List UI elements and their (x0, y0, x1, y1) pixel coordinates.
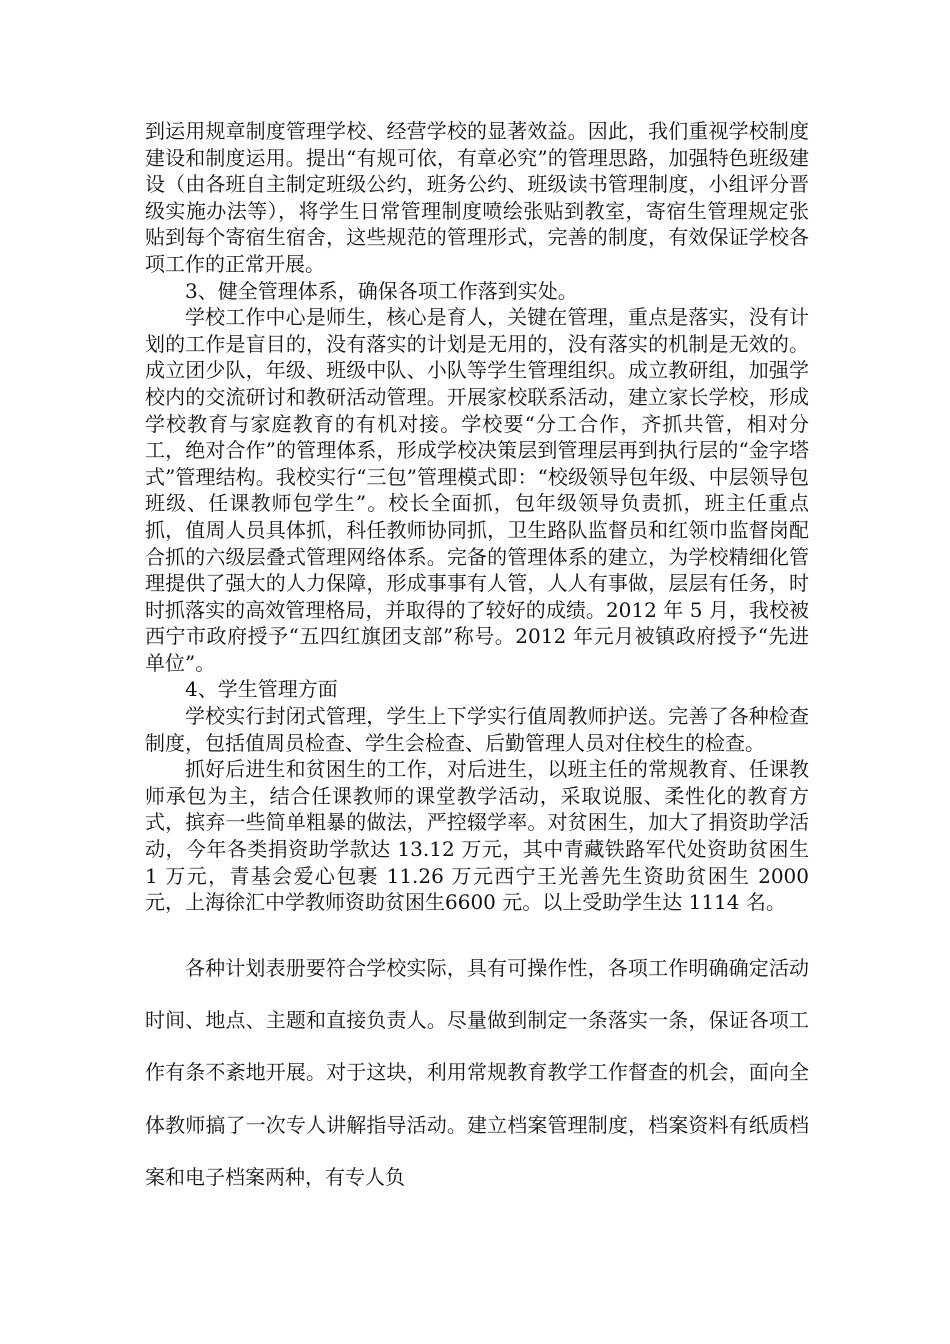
paragraph-plans-archives: 各种计划表册要符合学校实际，具有可操作性，各项工作明确确定活动时间、地点、主题和直接负责人。尽量做到制定一条落实一条，保证各项工作有条不紊地开展。对于这块，利用常规教育教学工作督查的机会，面向全体教师搞了一次专人讲解指导活动。建立档案管理制度，档案资料有纸质档案和电子档案两种，有专人负 (145, 955, 809, 1189)
document-body-spaced (145, 942, 809, 1203)
document-page (145, 118, 809, 1203)
paragraph-poor-students: 抓好后进生和贫困生的工作，对后进生，以班主任的常规教育、任课教师承包为主，结合任课教师的课堂教学活动，采取说服、柔性化的教育方式，摈弃一些简单粗暴的做法，严控辍学率。对贫困生，加大了捐资助学活动，今年各类捐资助学款达 13.12 万元，其中青藏铁路军代处资助贫困生 1 万元，青基会爱心包裹 11.26 万元西宁王光善先生资助贫困生 2000 元，上海徐汇中学教师资助贫困生6600 元。以上受助学生达 1114 名。 (145, 757, 809, 915)
paragraph-rules-system: 到运用规章制度管理学校、经营学校的显著效益。因此，我们重视学校制度建设和制度运用。提出“有规可依，有章必究”的管理思路，加强特色班级建设（由各班自主制定班级公约，班务公约、班级读书管理制度，小组评分晋级实施办法等），将学生日常管理制度喷绘张贴到教室，寄宿生管理规定张贴到每个寄宿生宿舍，这些规范的管理形式，完善的制度，有效保证学校各项工作的正常开展。 (145, 119, 809, 276)
paragraph-closed-management: 学校实行封闭式管理，学生上下学实行值周教师护送。完善了各种检查制度，包括值周员检查、学生会检查、后勤管理人员对住校生的检查。 (145, 704, 809, 755)
paragraph-management-system: 学校工作中心是师生，核心是育人，关键在管理，重点是落实，没有计划的工作是盲目的，没有落实的计划是无用的，没有落实的机制是无效的。成立团少队，年级、班级中队、小队等学生管理组织。成立教研组，加强学校内的交流研讨和教研活动管理。开展家校联系活动，建立家长学校，形成学校教育与家庭教育的有机对接。学校要“分工合作，齐抓共管，相对分工，绝对合作”的管理体系，形成学校决策层到管理层再到执行层的“金字塔式”管理结构。我校实行“三包”管理模式即：“校级领导包年级、中层领导包班级、任课教师包学生”。校长全面抓，包年级领导负责抓，班主任重点抓，值周人员具体抓，科任教师协同抓，卫生路队监督员和红领巾监督岗配合抓的六级层叠式管理网络体系。完备的管理体系的建立，为学校精细化管理提供了强大的人力保障，形成事事有人管，人人有事做，层层有任务，时时抓落实的高效管理格局，并取得的了较好的成绩。2012 年 5 月，我校被西宁市政府授予“五四红旗团支部”称号。2012 年元月被镇政府授予“先进单位”。 (145, 305, 809, 675)
heading-management-system: 3、健全管理体系，确保各项工作落到实处。 (185, 278, 578, 303)
document-body-dense (145, 118, 809, 916)
heading-student-management: 4、学生管理方面 (185, 677, 338, 702)
